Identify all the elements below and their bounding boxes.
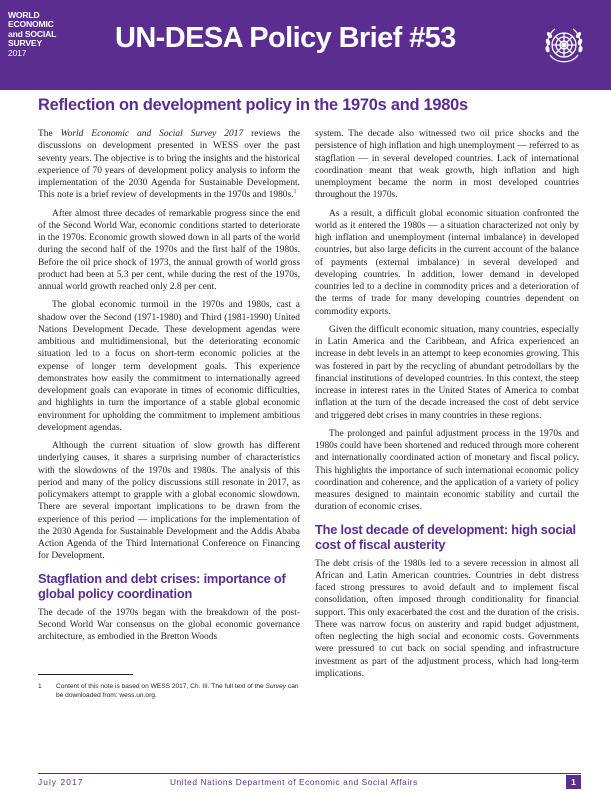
section-heading: The lost decade of development: high social cost of fiscal austerity — [315, 521, 576, 552]
logo-line: WORLD — [8, 10, 40, 20]
body-paragraph: Given the difficult economic situation, many countries, especially in Latin America and the Caribbean, and Africa experienced an increase in debt levels in an attempt to keep economies growing. This was fostered in part by the recycling of abundant petrodollars by the financial institutions of developed countries. In this context, the steep increase in interest rates in the United States of America to combat inflation at the turn of the decade increased the cost of debt service and triggered debt crises in many countries in these regions. — [315, 324, 579, 421]
logo-line: 2017 — [8, 47, 27, 58]
un-emblem-icon — [540, 22, 588, 70]
body-paragraph: system. The decade also witnessed two oil price shocks and the persistence of high inflation and high unemployment — referred to as stagflation — in several developed countries. Lack of international coordination meant that weak growth, high inflation and high unemployment became the norm in most developed countries throughout the 1970s. — [315, 129, 579, 201]
intro-paragraph: The World Economic and Social Survey 2017 reviews the discussions on development presented in WESS over the past seventy years. The objective is to bring the insights and the historical experience of 70 years of development policy analysis to inform the implementation of the 2030 Agenda for Sustainable Development. This note is a brief review of developments in the 1970s and 1980s.$^1$ — [38, 129, 300, 201]
footnote-text: Content of this note is based on WESS 2017, Ch. III. The full text of the Survey can be downloaded from: wess.un.org. — [56, 683, 299, 699]
body-paragraph: The global economic turmoil in the 1970s and 1980s, cast a shadow over the Second (1971-1980) and Third (1981-1990) United Nations Development Decade. These development agendas were ambitious and multidimensional, but the deteriorating economic situation led to a focus on short-term economic policies at the expense of longer term development goals. This experience demonstrates how easily the commitment to internationally agreed development goals can evaporate in times of economic difficulties, and highlights in turn the importance of a stable global economic environment for upholding the commitment to implement ambitious development agendas. — [38, 300, 300, 433]
footnote-number: 1 — [38, 683, 42, 690]
section-heading: Stagflation and debt crises: importance of global policy coordination — [38, 570, 286, 601]
body-paragraph: Although the current situation of slow growth has different underlying causes, it shares a surprising number of characteristics with the slowdowns of the 1970s and 1980s. The analysis of this period and many of the policy discussions still resonate in 2017, as policymakers attempt to grapple with a global economic slowdown. There are several important implications to be drawn from the experience of this period — implications for the implementation of the 2030 Agenda for Sustainable Development and the Addis Ababa Action Agenda of the Third International Conference on Financing for Development. — [38, 441, 300, 562]
footnote-divider — [38, 674, 133, 675]
body-paragraph: The prolonged and painful adjustment process in the 1970s and 1980s could have been shortened and reduced through more coherent and internationally coordinated action of monetary and fiscal policy. This highlights the importance of such international economic policy coordination and coherence, and the application of a variety of policy measures designed to maintain economic stability and curtail the duration of economic crises. — [315, 428, 579, 513]
footnote — [38, 683, 300, 701]
header-banner — [0, 0, 611, 90]
logo-line: ECONOMIC — [8, 19, 54, 30]
footer-divider — [38, 773, 581, 774]
logo-line: and SOCIAL — [8, 28, 57, 39]
brief-title: UN-DESA Policy Brief #53 — [115, 22, 456, 54]
right-column — [315, 128, 579, 686]
page-title: Reflection on development policy in the 1970s and 1980s — [38, 96, 468, 114]
footnote-ref: 1 — [293, 189, 297, 196]
body-paragraph: After almost three decades of remarkable progress since the end of the Second World War, economic conditions started to deteriorate in the 1970s. Economic growth slowed down in all parts of the world during the second half of the 1970s and the first half of the 1980s. Before the oil price shock of 1973, the annual growth of world gross product had been at 5.3 per cent, while during the rest of the 1970s, annual world growth reached only 2.8 per cent. — [38, 208, 300, 292]
wess-logo — [8, 11, 78, 58]
body-paragraph: The debt crisis of the 1980s led to a severe recession in almost all African and Latin American countries. Countries in debt distress faced strong pressures to avoid default and to implement fiscal consolidation, often imposed through conditionality for financial support. This only exacerbated the cost and the duration of the crisis. There was narrow focus on austerity and rapid budget adjustment, often neglecting the high social and economic costs. Governments were pressured to cut back on social spending and infrastructure investment as part of the adjustment process, which had long-term implications. — [315, 558, 579, 679]
body-paragraph: The decade of the 1970s began with the breakdown of the post-Second World War consensus on the global economic governance architecture, as embodied in the Bretton Woods — [38, 607, 300, 642]
footer-date: July 2017 — [38, 777, 84, 787]
logo-line: SURVEY — [8, 38, 42, 49]
footer-organization: United Nations Department of Economic and Social Affairs — [170, 777, 418, 787]
left-column — [38, 128, 300, 649]
page-number: 1 — [566, 775, 581, 789]
body-paragraph: As a result, a difficult global economic situation confronted the world as it entered the 1980s — a situation characterized not only by high inflation and unemployment (internal imbalance) in developed countries, but also large deficits in the current account of the balance of payments (external imbalance) in several developed and developing countries. In addition, lower demand in developed countries led to a decline in commodity prices and a deterioration of the terms of trade for many developing countries dependent on commodity exports. — [315, 208, 579, 317]
